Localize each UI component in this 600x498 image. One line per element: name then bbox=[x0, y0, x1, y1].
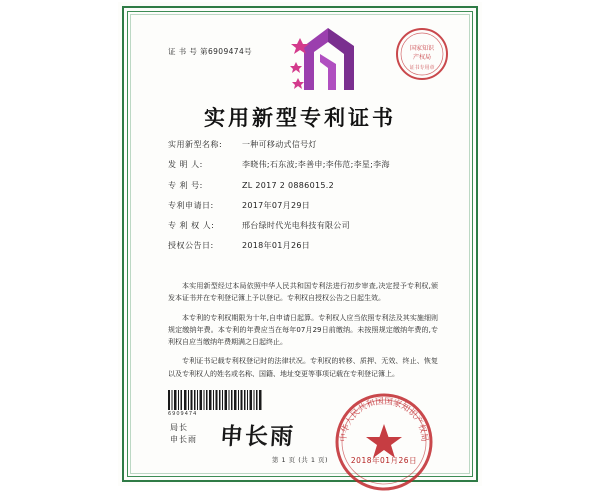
field-row bbox=[168, 181, 438, 192]
svg-text:产权局: 产权局 bbox=[412, 54, 432, 61]
body-paragraph: 本专利的专利权期限为十年,自申请日起算。专利权人应当依照专利法及其实施细则规定缴纳年费。本专利的年费应当在每年07月29日前缴纳。未按照规定缴纳年费的,专利权自应当缴纳年费期满之日起终止。 bbox=[168, 313, 438, 346]
barcode bbox=[168, 390, 264, 410]
director-title: 局长 bbox=[170, 423, 188, 432]
field-label: 专 利 号: bbox=[168, 180, 203, 190]
barcode-number: 6909474 bbox=[168, 411, 198, 417]
director-label bbox=[170, 422, 197, 446]
certificate-fields bbox=[168, 140, 438, 262]
svg-text:中华人民共和国国家知识产权局: 中华人民共和国国家知识产权局 bbox=[338, 396, 430, 443]
field-label: 实用新型名称: bbox=[168, 140, 223, 149]
field-value: 李晓伟;石东波;李善申;李伟范;李星;李海 bbox=[242, 160, 390, 170]
field-label: 专 利 权 人: bbox=[168, 221, 215, 231]
field-label: 专利申请日: bbox=[168, 200, 214, 210]
field-value: 2017年07月29日 bbox=[242, 200, 311, 210]
field-value: ZL 2017 2 0886015.2 bbox=[242, 180, 334, 190]
director-name: 申长雨 bbox=[170, 435, 197, 444]
field-row bbox=[168, 140, 438, 151]
body-paragraph: 本实用新型经过本局依照中华人民共和国专利法进行初步审查,决定授予专利权,颁发本证书并在专利登记簿上予以登记。专利权自授权公告之日起生效。 bbox=[168, 282, 438, 303]
top-right-red-seal bbox=[394, 26, 450, 82]
svg-text:国家知识: 国家知识 bbox=[409, 45, 435, 52]
director-signature: 申长雨 bbox=[218, 423, 296, 450]
svg-text:证书专用章: 证书专用章 bbox=[409, 65, 435, 71]
field-row bbox=[168, 160, 438, 171]
seal-date: 2018年01月26日 bbox=[350, 456, 418, 465]
field-label: 发 明 人: bbox=[168, 160, 203, 170]
certificate-content bbox=[134, 18, 466, 470]
field-value: 一种可移动式信号灯 bbox=[242, 140, 317, 149]
certificate-sheet bbox=[118, 2, 482, 486]
page-footer: 第 1 页 (共 1 页) bbox=[271, 456, 329, 464]
patent-office-logo-icon bbox=[284, 24, 376, 96]
field-row bbox=[168, 221, 438, 232]
certificate-serial-number: 证 书 号 第6909474号 bbox=[168, 47, 253, 56]
field-label: 授权公告日: bbox=[168, 241, 214, 251]
field-row bbox=[168, 241, 438, 252]
field-value: 邢台绿时代光电科技有限公司 bbox=[242, 221, 350, 231]
official-red-seal bbox=[332, 390, 436, 494]
certificate-body-text bbox=[168, 280, 438, 387]
body-paragraph: 专利证书记载专利权登记时的法律状况。专利权的转移、质押、无效、终止、恢复以及专利权人的姓名或名称、国籍、地址变更等事项记载在专利登记簿上。 bbox=[168, 357, 438, 378]
field-row bbox=[168, 201, 438, 212]
field-value: 2018年01月26日 bbox=[242, 241, 311, 251]
certificate-title: 实用新型专利证书 bbox=[204, 106, 396, 130]
